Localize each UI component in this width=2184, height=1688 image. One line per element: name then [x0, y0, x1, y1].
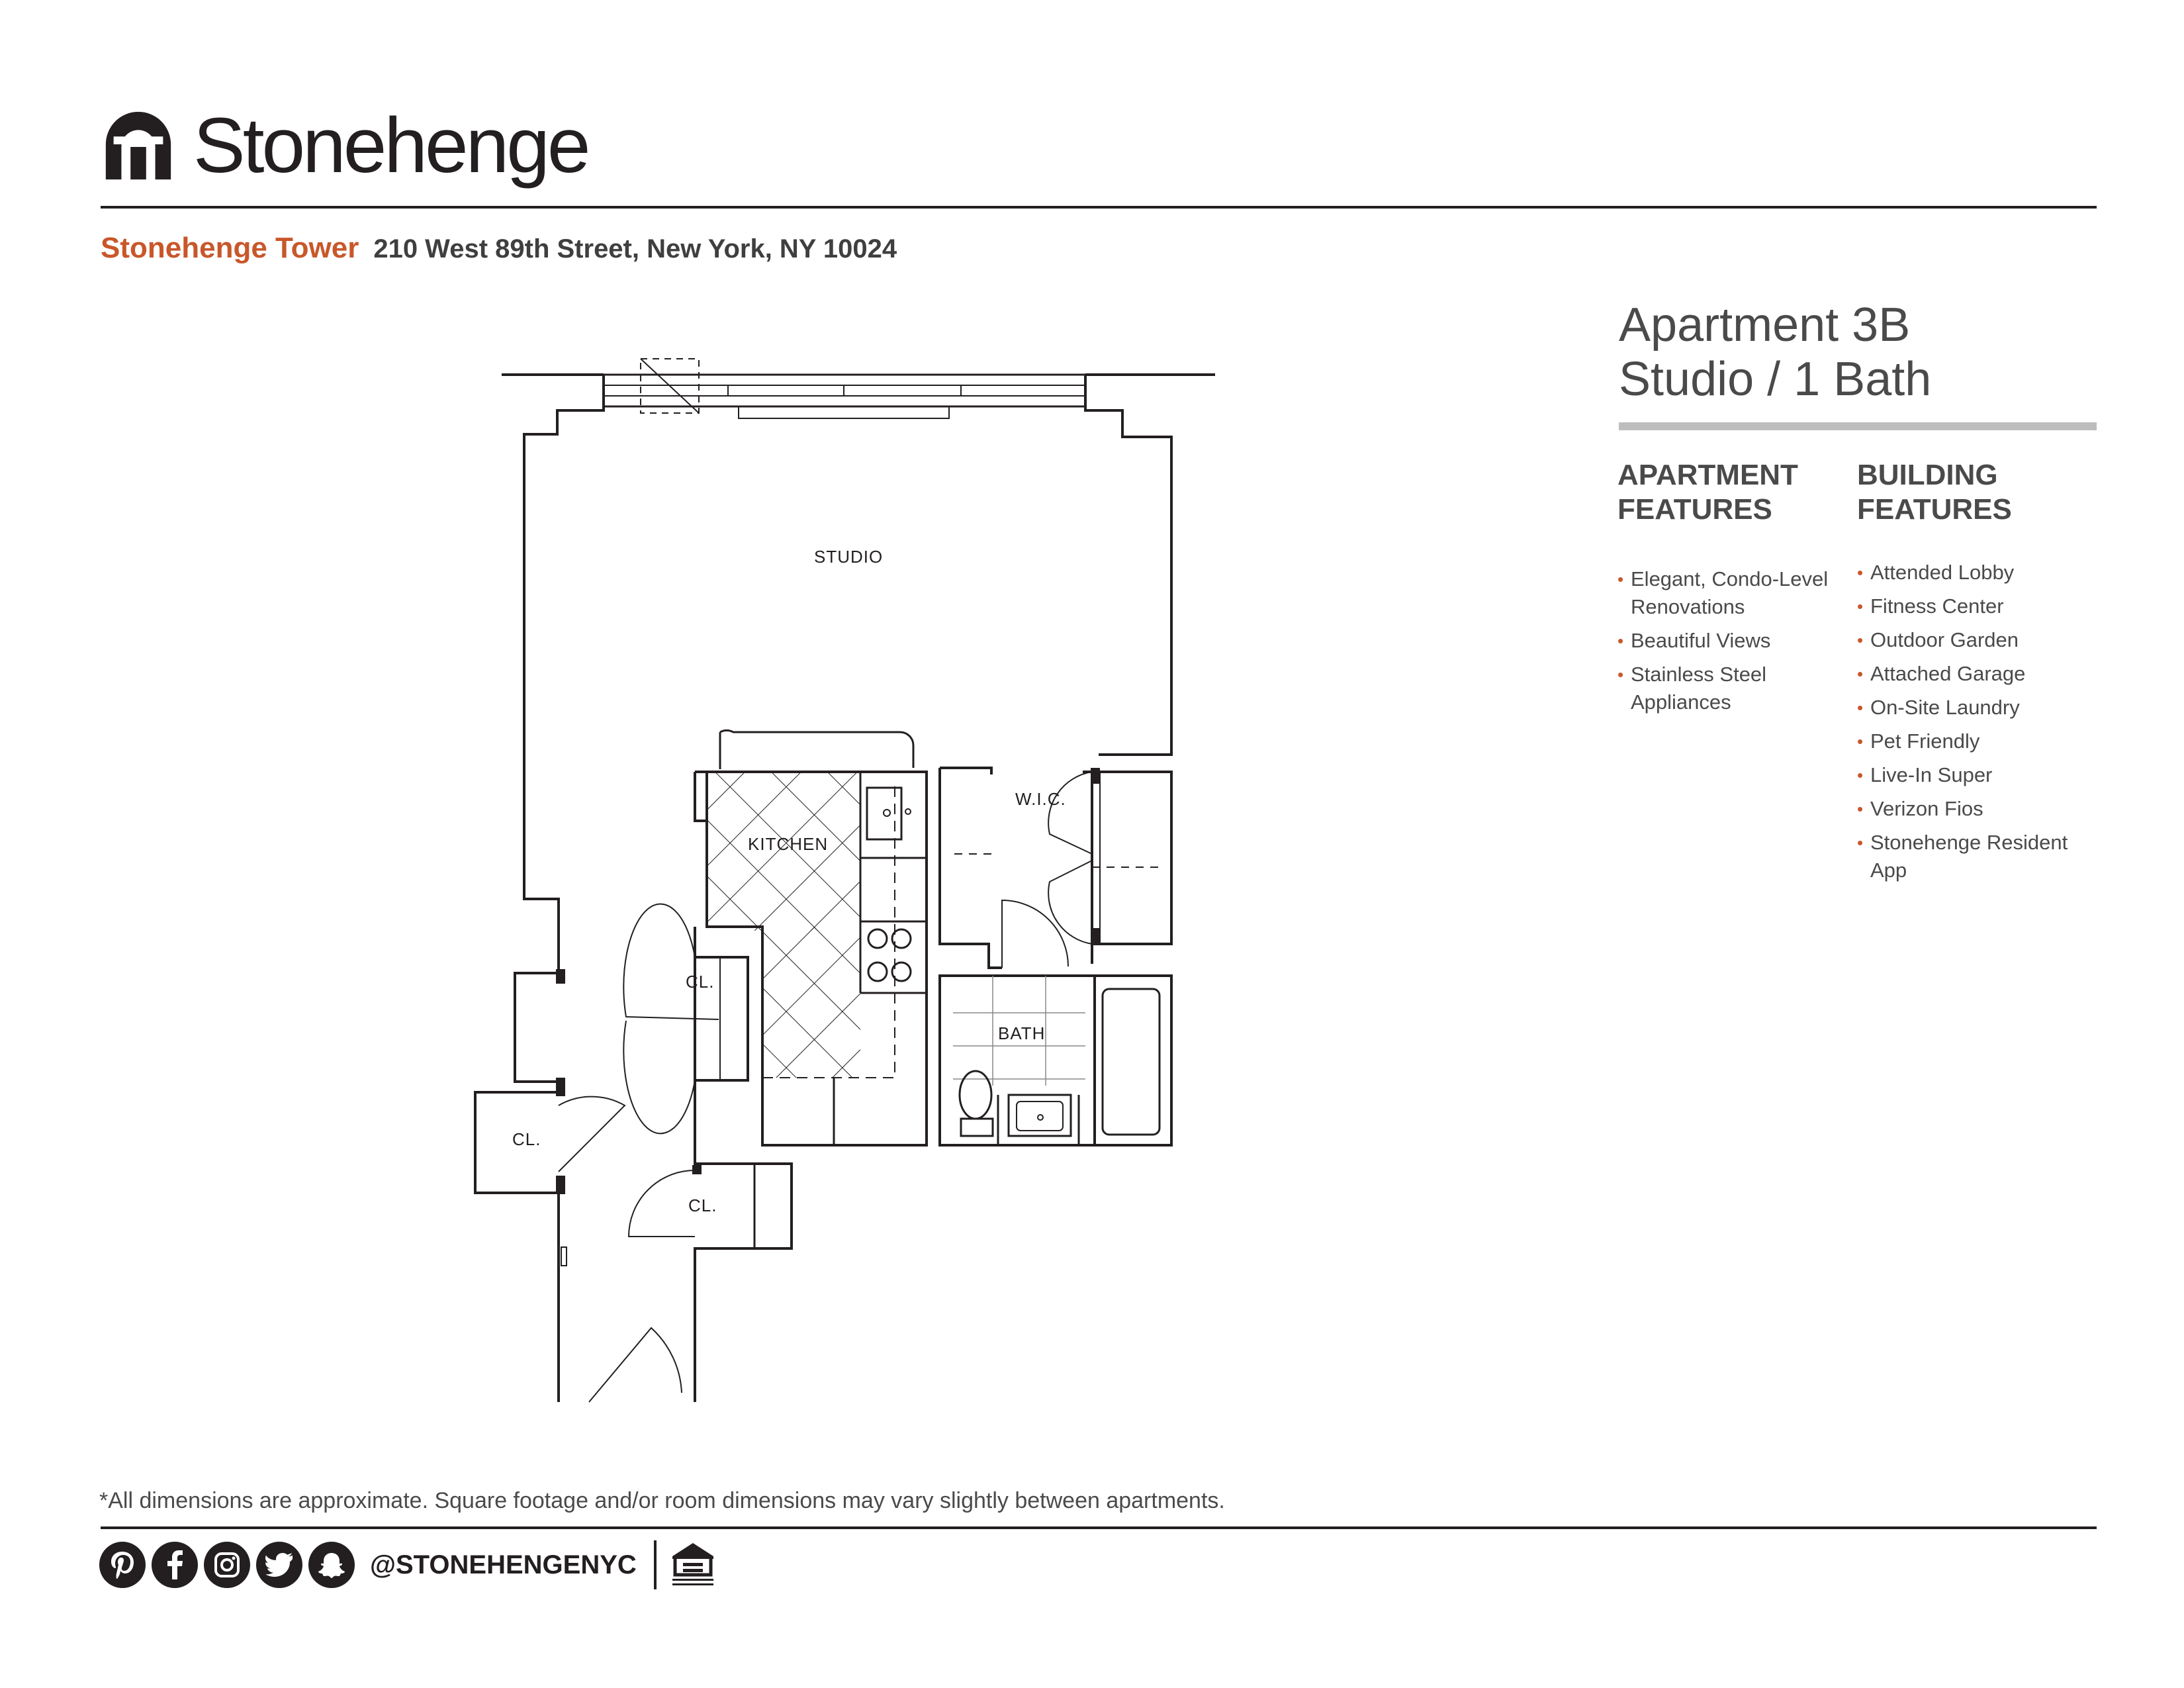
room-label-studio: STUDIO	[814, 547, 884, 567]
room-label-bath: BATH	[998, 1023, 1046, 1043]
social-bar	[99, 1540, 717, 1590]
pinterest-icon[interactable]	[99, 1542, 146, 1588]
list-item: • Beautiful Views	[1617, 627, 1843, 655]
list-item: • Fitness Center	[1857, 592, 2097, 620]
instagram-icon[interactable]	[204, 1542, 250, 1588]
building-address: 210 West 89th Street, New York, NY 10024	[373, 234, 897, 263]
list-item: • Pet Friendly	[1857, 727, 2097, 755]
list-item: • Attached Garage	[1857, 660, 2097, 688]
room-label-wic: W.I.C.	[1015, 789, 1066, 809]
room-label-kitchen: KITCHEN	[748, 834, 829, 854]
facebook-icon[interactable]	[152, 1542, 198, 1588]
apartment-type: Studio / 1 Bath	[1619, 353, 1932, 406]
apartment-number: Apartment 3B	[1619, 299, 1911, 352]
list-item: • Stonehenge Resident App	[1857, 829, 2097, 884]
list-item: • Verizon Fios	[1857, 795, 2097, 823]
list-item: • Live-In Super	[1857, 761, 2097, 789]
brand-name: Stonehenge	[193, 102, 588, 189]
snapchat-icon[interactable]	[308, 1542, 355, 1588]
footer-separator	[654, 1540, 657, 1589]
room-label-closet: CL.	[512, 1129, 541, 1149]
apartment-features-heading: APARTMENT FEATURES	[1617, 459, 1798, 526]
room-label-closet: CL.	[686, 972, 715, 992]
equal-housing-opportunity-icon	[668, 1540, 717, 1589]
building-features-heading: BUILDING FEATURES	[1857, 459, 2012, 526]
list-item: • Outdoor Garden	[1857, 626, 2097, 654]
list-item: • Elegant, Condo-Level Renovations	[1617, 565, 1843, 621]
building-name: Stonehenge Tower	[101, 232, 359, 264]
list-item: • Attended Lobby	[1857, 559, 2097, 586]
footer-divider	[101, 1526, 2097, 1529]
social-handle[interactable]: @STONEHENGENYC	[370, 1550, 637, 1579]
disclaimer: *All dimensions are approximate. Square footage and/or room dimensions may vary slightly between apartments.	[99, 1488, 1225, 1513]
list-item: • On-Site Laundry	[1857, 694, 2097, 722]
room-label-closet: CL.	[688, 1196, 717, 1215]
twitter-icon[interactable]	[256, 1542, 302, 1588]
list-item: • Stainless Steel Appliances	[1617, 661, 1843, 716]
kitchen-area	[695, 730, 927, 1145]
bath-area	[940, 976, 1171, 1145]
